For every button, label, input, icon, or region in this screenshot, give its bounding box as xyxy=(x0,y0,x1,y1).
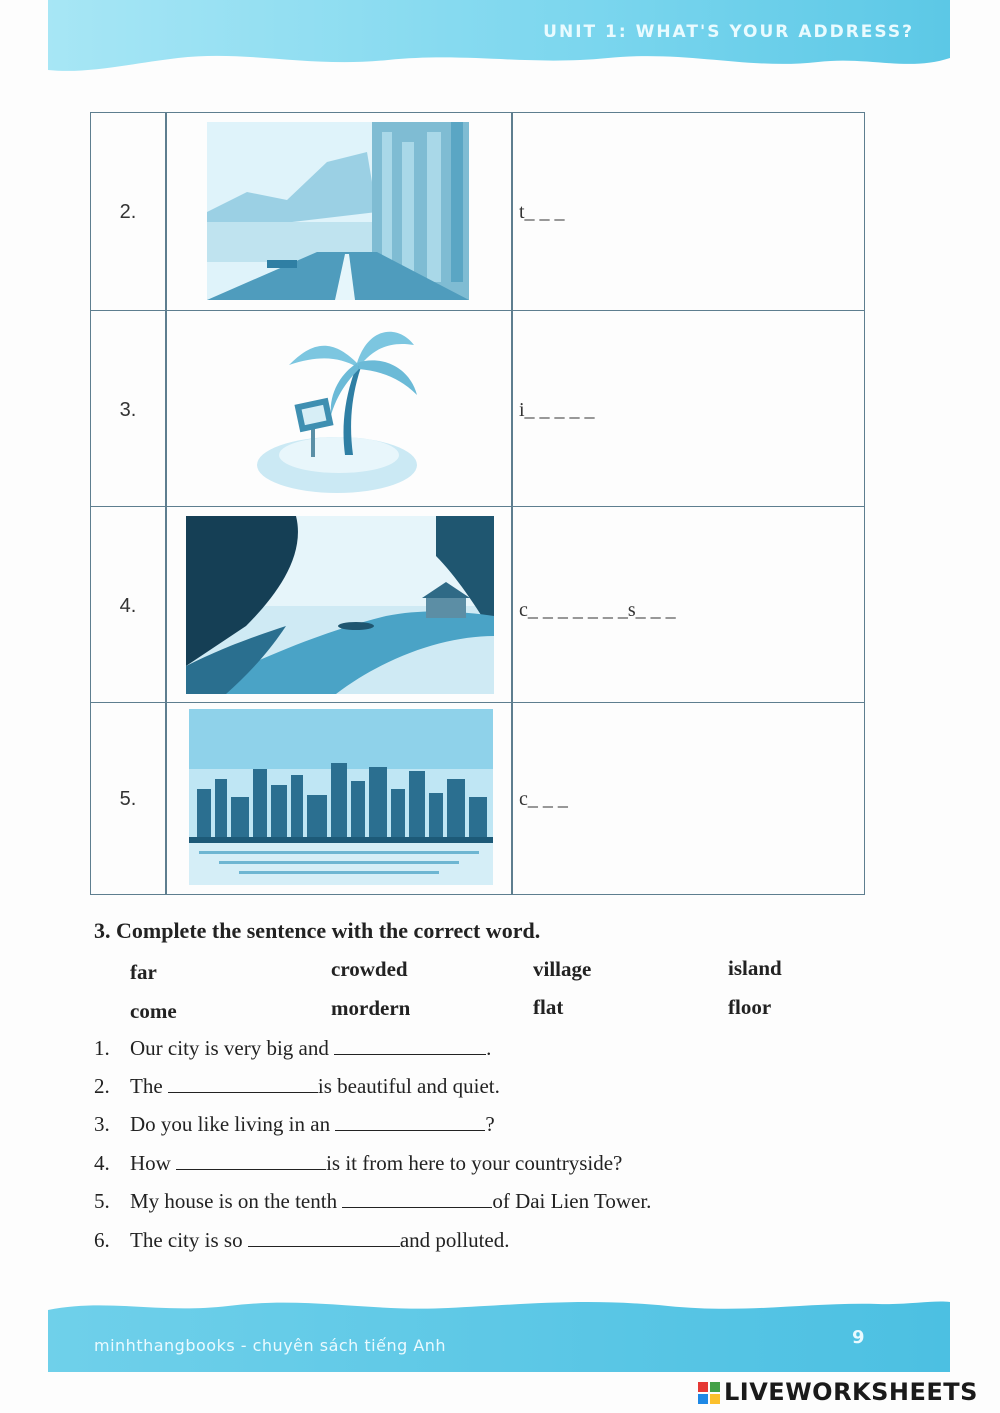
answer-blank[interactable] xyxy=(176,1151,326,1170)
footer-wave-band xyxy=(48,1296,950,1372)
sentence-number: 3. xyxy=(94,1112,110,1136)
table-row xyxy=(91,507,864,703)
countryside-image xyxy=(186,516,494,694)
table-row xyxy=(91,311,864,507)
word-bank-item: floor xyxy=(728,995,772,1019)
liveworksheets-logo xyxy=(698,1378,978,1406)
sentence-text: How xyxy=(130,1151,177,1175)
word-bank-item: flat xyxy=(533,995,564,1019)
page-number: 9 xyxy=(852,1327,865,1348)
street-image xyxy=(207,122,469,300)
word-clue: c_ _ _ _ _ _ _s_ _ _ xyxy=(519,599,676,621)
sentence-2 xyxy=(94,1074,500,1099)
sentence-number: 6. xyxy=(94,1228,110,1252)
word-clue: i_ _ _ _ _ xyxy=(519,399,595,421)
word-bank-item: crowded xyxy=(331,957,408,981)
logo-icon xyxy=(698,1382,720,1404)
sentence-text: The xyxy=(130,1074,168,1098)
answer-blank[interactable] xyxy=(335,1112,485,1131)
sentence-text: is it from here to your countryside? xyxy=(326,1151,623,1175)
sentence-text: Do you like living in an xyxy=(130,1112,336,1136)
sentence-3 xyxy=(94,1112,495,1137)
answer-blank[interactable] xyxy=(168,1074,318,1093)
sentence-number: 5. xyxy=(94,1189,110,1213)
sentence-number: 4. xyxy=(94,1151,110,1175)
exercise-title: 3. Complete the sentence with the correct word. xyxy=(94,918,541,943)
word-bank-item: island xyxy=(728,956,782,980)
row-number: 3. xyxy=(119,399,137,421)
logo-text: LIVEWORKSHEETS xyxy=(724,1378,978,1406)
word-bank-item: far xyxy=(130,960,157,984)
row-number: 5. xyxy=(119,788,137,810)
word-clue: t_ _ _ xyxy=(519,201,565,223)
sentence-6 xyxy=(94,1228,509,1253)
sentence-text: ? xyxy=(485,1112,495,1136)
sentence-text: Our city is very big and xyxy=(130,1036,335,1060)
sentence-number: 1. xyxy=(94,1036,110,1060)
row-number: 4. xyxy=(119,595,137,617)
word-bank-item: mordern xyxy=(331,996,411,1020)
row-number: 2. xyxy=(119,201,137,223)
sentence-text: of Dai Lien Tower. xyxy=(492,1189,652,1213)
sentence-4 xyxy=(94,1151,622,1176)
sentence-1 xyxy=(94,1036,491,1061)
sentence-text: My house is on the tenth xyxy=(130,1189,343,1213)
vocabulary-table xyxy=(90,112,865,895)
table-row xyxy=(91,703,864,896)
unit-title: UNIT 1: WHAT'S YOUR ADDRESS? xyxy=(543,22,914,42)
table-row xyxy=(91,113,864,311)
publisher-footer: minhthangbooks - chuyên sách tiếng Anh xyxy=(94,1336,447,1355)
sentence-number: 2. xyxy=(94,1074,110,1098)
answer-blank[interactable] xyxy=(248,1228,400,1247)
sentence-text: is beautiful and quiet. xyxy=(317,1074,500,1098)
sentence-text: . xyxy=(486,1036,492,1060)
sentence-text: The city is so xyxy=(130,1228,248,1252)
word-bank-item: come xyxy=(130,999,177,1023)
city-skyline-image xyxy=(189,709,493,885)
word-clue: c_ _ _ xyxy=(519,788,568,810)
word-bank-item: village xyxy=(533,957,592,981)
answer-blank[interactable] xyxy=(334,1036,486,1055)
sentence-text: and polluted. xyxy=(399,1228,510,1252)
island-image xyxy=(249,315,421,497)
answer-blank[interactable] xyxy=(342,1189,492,1208)
sentence-5 xyxy=(94,1189,651,1214)
